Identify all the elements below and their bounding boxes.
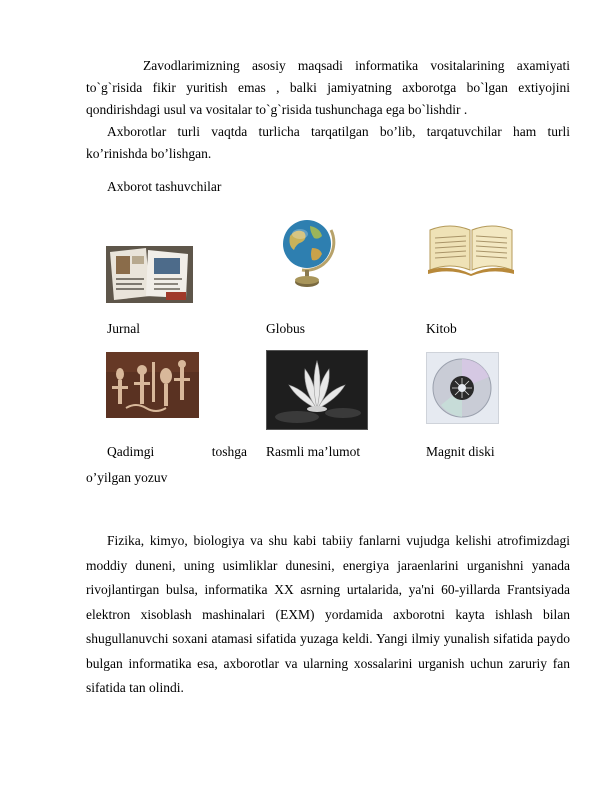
intro-paragraph-2: Axborotlar turli vaqtda turlicha tarqatilgan bo’lib, tarqatuvchilar ham turli ko’rinishda bo’lishgan. bbox=[86, 124, 570, 161]
caption-rasmli-malumot: Rasmli ma’lumot bbox=[266, 444, 361, 459]
caption-jurnal: Jurnal bbox=[107, 321, 140, 336]
intro-paragraph-1: Zavodlarimizning asosiy maqsadi informatika vositalarining axamiyati to`g`risida fikir yuritish emas , balki jamiyatning axborotga bo`lgan extiyojini qondirishdagi usul va vositalar to`g`risida tushunchaga ega bo`lishdir . bbox=[86, 58, 570, 117]
caption-qadimgi-part1: Qadimgi toshga bbox=[107, 444, 247, 459]
caption-qadimgi-part2: o’yilgan yozuv bbox=[86, 470, 168, 485]
open-book-image bbox=[426, 220, 516, 276]
caption-globus: Globus bbox=[266, 321, 306, 336]
globe-image bbox=[276, 212, 340, 292]
lotus-photo-image bbox=[266, 350, 368, 430]
petroglyph-image bbox=[106, 352, 199, 418]
caption-magnit-diski: Magnit diski bbox=[426, 444, 495, 459]
caption-kitob: Kitob bbox=[426, 321, 457, 336]
closing-paragraph: Fizika, kimyo, biologiya va shu kabi tabiiy fanlarni vujudga kelishi atrofimizdagi moddiy duneni, uning usimliklar dunesini, energiya jaraenlarini urganishni yanada rivojlantirgan bulsa, informatika XX asrning urtalarida, ya'ni 60-yillarda Frantsiyada elektron xisoblash mashinalari (EXM) yordamida axborotni kayta ishlash bilan shugullanuvchi soxani atamasi sifatida yuzaga keldi. Yangi ilmiy yunalish sifatida paydo bulgan informatika esa, axborotlar va ularning xossalarini urganish uchun zaruriy fan sifatida tan olindi. bbox=[86, 533, 570, 695]
magazines-image bbox=[106, 246, 193, 303]
intro-heading-carriers: Axborot tashuvchilar bbox=[107, 179, 222, 194]
compact-disc-image bbox=[426, 352, 499, 424]
